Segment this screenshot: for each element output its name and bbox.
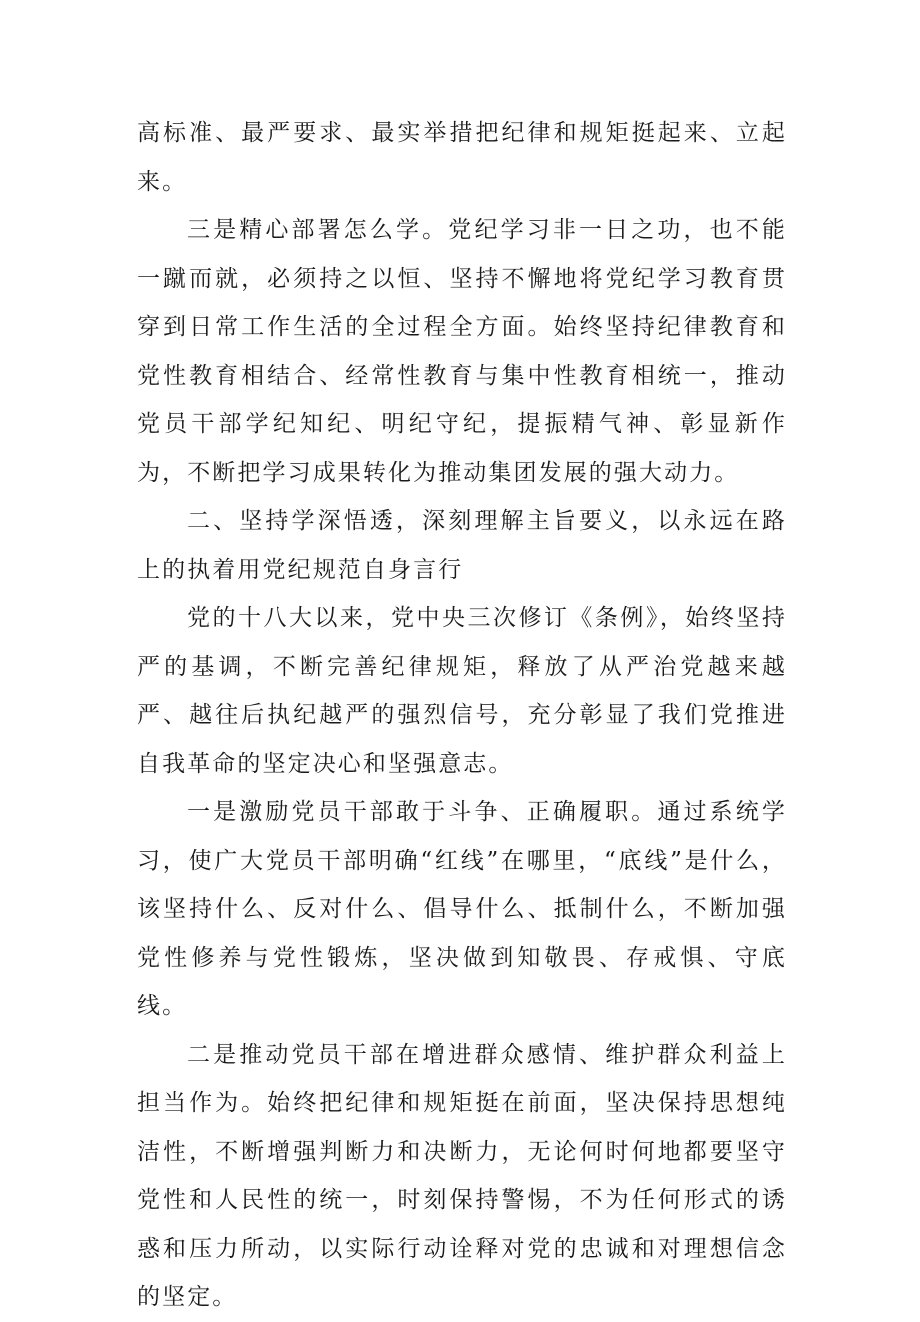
paragraph-continuation: 高标准、最严要求、最实举措把纪律和规矩挺起来、立起来。	[137, 120, 787, 195]
paragraph-intro: 党的十八大以来，党中央三次修订《条例》，始终坚持严的基调，不断完善纪律规矩，释放了从严治党越来越严、越往后执纪越严的强烈信号，充分彰显了我们党推进自我革命的坚定决心和坚强意志。	[137, 605, 787, 777]
paragraph-point-one: 一是激励党员干部敢于斗争、正确履职。通过系统学习，使广大党员干部明确“红线”在哪里，“底线”是什么，该坚持什么、反对什么、倡导什么、抵制什么，不断加强党性修养与党性锻炼，坚决做到知敬畏、存戒惧、守底线。	[137, 799, 787, 1019]
paragraph-point-two: 二是推动党员干部在增进群众感情、维护群众利益上担当作为。始终把纪律和规矩挺在前面，坚决保持思想纯洁性，不断增强判断力和决断力，无论何时何地都要坚守党性和人民性的统一，时刻保持警惕，不为任何形式的诱惑和压力所动，以实际行动诠释对党的忠诚和对理想信念的坚定。	[137, 1041, 787, 1310]
document-body	[137, 109, 787, 1322]
section-heading-two: 二、坚持学深悟透，深刻理解主旨要义，以永远在路上的执着用党纪规范自身言行	[137, 508, 787, 583]
paragraph-point-three: 三是精心部署怎么学。党纪学习非一日之功，也不能一蹴而就，必须持之以恒、坚持不懈地将党纪学习教育贯穿到日常工作生活的全过程全方面。始终坚持纪律教育和党性教育相结合、经常性教育与集中性教育相统一，推动党员干部学纪知纪、明纪守纪，提振精气神、彰显新作为，不断把学习成果转化为推动集团发展的强大动力。	[137, 217, 787, 486]
